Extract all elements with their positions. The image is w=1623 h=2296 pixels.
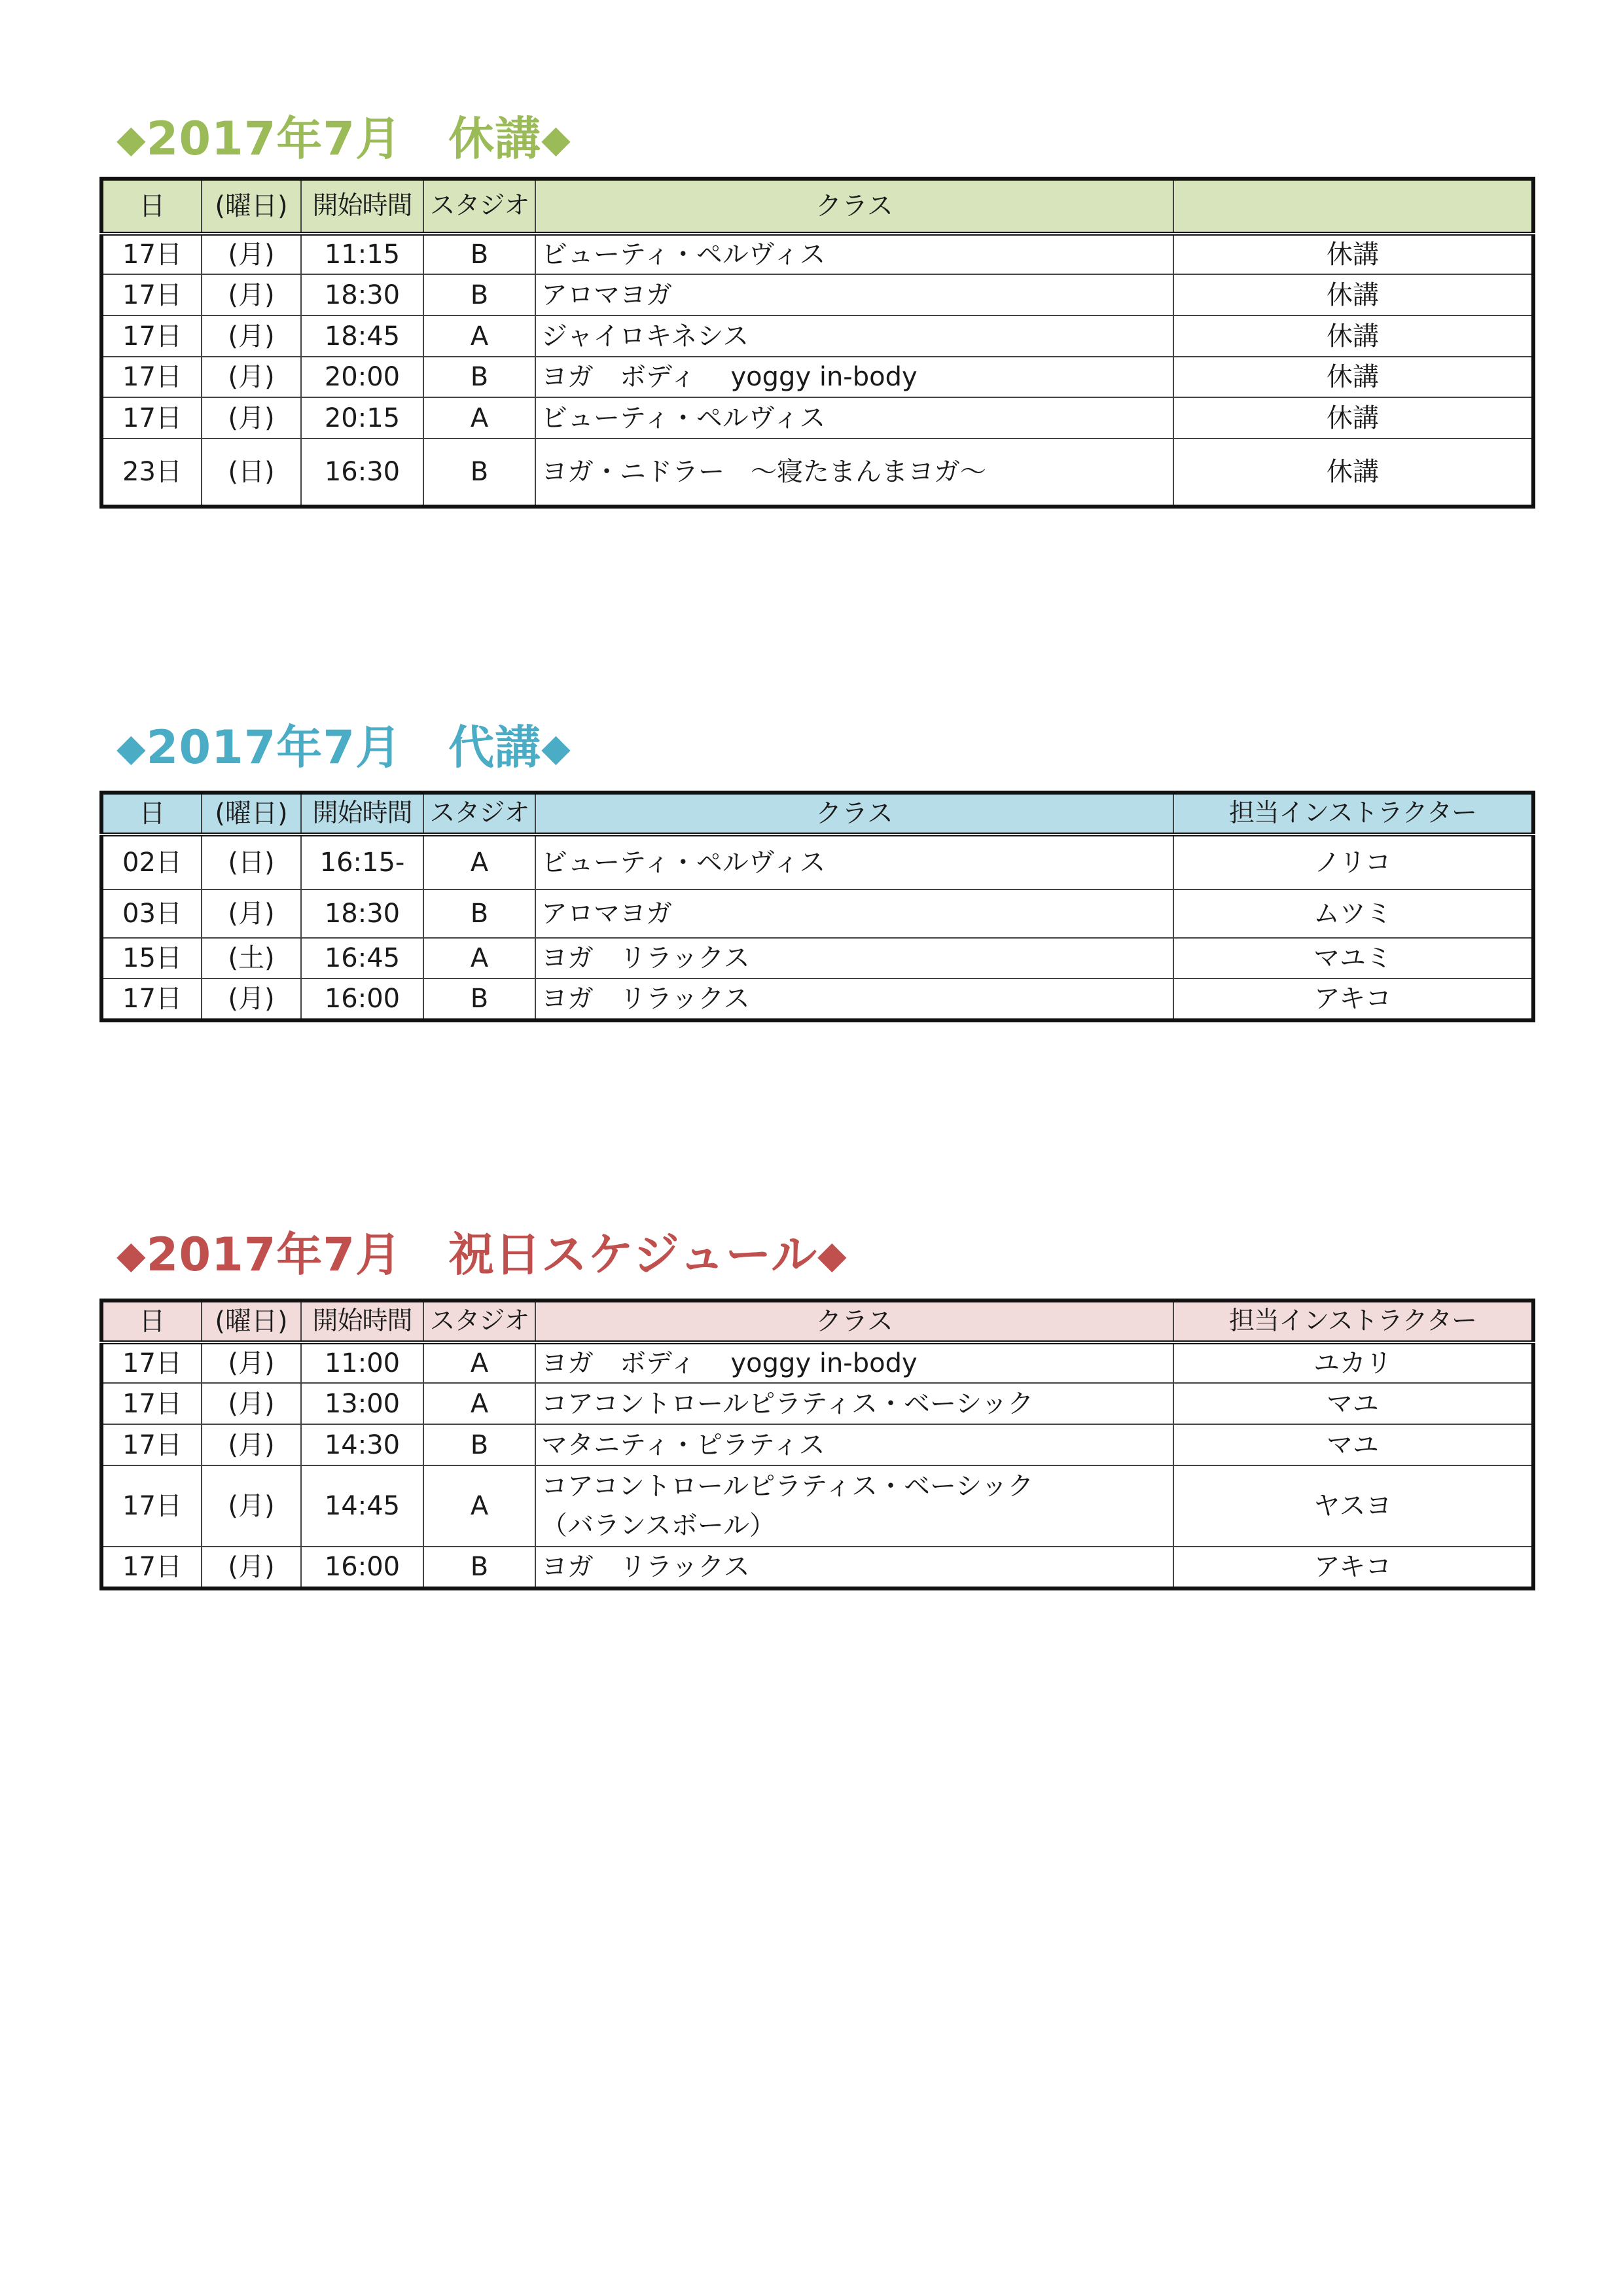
class-cell: コアコントロールピラティス・ベーシック [535,1383,1173,1424]
table-row [101,274,1533,315]
start-time-cell: 16:30 [301,439,423,507]
day-cell: 17日 [101,1342,202,1383]
table-header-row [101,793,1533,834]
cancellation-table [99,177,1535,509]
instructor-cell: マユ [1173,1424,1533,1465]
table-row [101,978,1533,1020]
header-weekday: (曜日) [202,179,301,234]
header-studio: スタジオ [423,1300,535,1342]
day-cell: 17日 [101,1424,202,1465]
studio-cell: B [423,234,535,274]
class-cell: アロマヨガ [535,889,1173,938]
header-day: 日 [101,179,202,234]
section-title-text: 2017年7月 休講 [146,112,542,166]
table-row [101,1465,1533,1547]
day-cell: 17日 [101,1383,202,1424]
class-cell: ヨガ リラックス [535,1547,1173,1588]
class-cell: ヨガ ボディ yoggy in-body [535,1342,1173,1383]
studio-cell: A [423,1383,535,1424]
start-time-cell: 14:45 [301,1465,423,1547]
day-cell: 02日 [101,834,202,889]
class-cell: ヨガ ボディ yoggy in-body [535,357,1173,397]
instructor-cell: マユ [1173,1383,1533,1424]
header-class: クラス [535,793,1173,834]
studio-cell: A [423,1342,535,1383]
day-cell: 17日 [101,315,202,357]
start-time-cell: 13:00 [301,1383,423,1424]
studio-cell: A [423,397,535,439]
instructor-cell: ヤスヨ [1173,1465,1533,1547]
section-title-text: 2017年7月 祝日スケジュール [146,1228,817,1282]
weekday-cell: (月) [202,1465,301,1547]
header-instructor: 担当インストラクター [1173,1300,1533,1342]
studio-cell: B [423,889,535,938]
day-cell: 15日 [101,938,202,978]
weekday-cell: (月) [202,357,301,397]
holiday-table [99,1299,1535,1590]
table-row [101,315,1533,357]
header-studio: スタジオ [423,179,535,234]
table-row [101,1383,1533,1424]
substitution-table [99,791,1535,1022]
weekday-cell: (月) [202,1547,301,1588]
class-cell: ビューティ・ペルヴィス [535,834,1173,889]
diamond-icon: ◆ [116,725,147,770]
day-cell: 17日 [101,1547,202,1588]
weekday-cell: (月) [202,397,301,439]
start-time-cell: 18:30 [301,274,423,315]
section-title [116,720,571,775]
diamond-icon: ◆ [817,1232,847,1277]
studio-cell: B [423,274,535,315]
class-cell: マタニティ・ピラティス [535,1424,1173,1465]
class-cell: ヨガ リラックス [535,938,1173,978]
weekday-cell: (土) [202,938,301,978]
diamond-icon: ◆ [116,117,147,161]
start-time-cell: 11:00 [301,1342,423,1383]
class-cell: ビューティ・ペルヴィス [535,234,1173,274]
studio-cell: B [423,1424,535,1465]
header-day: 日 [101,793,202,834]
instructor-cell: ノリコ [1173,834,1533,889]
header-weekday: (曜日) [202,793,301,834]
table-row [101,834,1533,889]
status-cell: 休講 [1173,234,1533,274]
start-time-cell: 20:00 [301,357,423,397]
header-start-time: 開始時間 [301,179,423,234]
start-time-cell: 20:15 [301,397,423,439]
header-start-time: 開始時間 [301,793,423,834]
start-time-cell: 16:45 [301,938,423,978]
instructor-cell: マユミ [1173,938,1533,978]
status-cell: 休講 [1173,439,1533,507]
studio-cell: A [423,834,535,889]
studio-cell: A [423,938,535,978]
instructor-cell: ユカリ [1173,1342,1533,1383]
class-cell: ヨガ・ニドラー ～寝たまんまヨガ～ [535,439,1173,507]
header-instructor: 担当インストラクター [1173,793,1533,834]
day-cell: 17日 [101,234,202,274]
diamond-icon: ◆ [541,725,571,770]
table-row [101,1424,1533,1465]
day-cell: 17日 [101,978,202,1020]
table-header-row [101,1300,1533,1342]
day-cell: 17日 [101,357,202,397]
table-row [101,889,1533,938]
section-title [116,1227,847,1282]
day-cell: 17日 [101,1465,202,1547]
table-row [101,439,1533,507]
start-time-cell: 14:30 [301,1424,423,1465]
weekday-cell: (日) [202,439,301,507]
weekday-cell: (月) [202,1424,301,1465]
header-note [1173,179,1533,234]
weekday-cell: (月) [202,274,301,315]
day-cell: 17日 [101,397,202,439]
section-title [116,111,571,166]
header-class: クラス [535,1300,1173,1342]
section-title-text: 2017年7月 代講 [146,721,542,774]
weekday-cell: (月) [202,1383,301,1424]
table-row [101,1342,1533,1383]
instructor-cell: ムツミ [1173,889,1533,938]
diamond-icon: ◆ [116,1232,147,1277]
studio-cell: B [423,357,535,397]
class-cell: ヨガ リラックス [535,978,1173,1020]
header-start-time: 開始時間 [301,1300,423,1342]
studio-cell: B [423,1547,535,1588]
weekday-cell: (月) [202,978,301,1020]
studio-cell: B [423,439,535,507]
class-line-2: （バランスボール） [541,1511,776,1541]
status-cell: 休講 [1173,274,1533,315]
weekday-cell: (日) [202,834,301,889]
weekday-cell: (月) [202,315,301,357]
class-cell: ビューティ・ペルヴィス [535,397,1173,439]
weekday-cell: (月) [202,234,301,274]
start-time-cell: 11:15 [301,234,423,274]
header-day: 日 [101,1300,202,1342]
table-row [101,1547,1533,1588]
weekday-cell: (月) [202,1342,301,1383]
start-time-cell: 16:00 [301,978,423,1020]
table-row [101,234,1533,274]
start-time-cell: 18:30 [301,889,423,938]
table-row [101,938,1533,978]
day-cell: 17日 [101,274,202,315]
instructor-cell: アキコ [1173,1547,1533,1588]
start-time-cell: 16:15- [301,834,423,889]
header-weekday: (曜日) [202,1300,301,1342]
start-time-cell: 18:45 [301,315,423,357]
diamond-icon: ◆ [541,117,571,161]
weekday-cell: (月) [202,889,301,938]
instructor-cell: アキコ [1173,978,1533,1020]
status-cell: 休講 [1173,315,1533,357]
status-cell: 休講 [1173,357,1533,397]
header-class: クラス [535,179,1173,234]
day-cell: 03日 [101,889,202,938]
class-cell: ジャイロキネシス [535,315,1173,357]
status-cell: 休講 [1173,397,1533,439]
table-row [101,397,1533,439]
studio-cell: A [423,315,535,357]
header-studio: スタジオ [423,793,535,834]
table-row [101,357,1533,397]
class-cell [535,1465,1173,1547]
class-line-1: コアコントロールピラティス・ベーシック [541,1471,1034,1501]
start-time-cell: 16:00 [301,1547,423,1588]
class-cell: アロマヨガ [535,274,1173,315]
studio-cell: A [423,1465,535,1547]
studio-cell: B [423,978,535,1020]
day-cell: 23日 [101,439,202,507]
table-header-row [101,179,1533,234]
